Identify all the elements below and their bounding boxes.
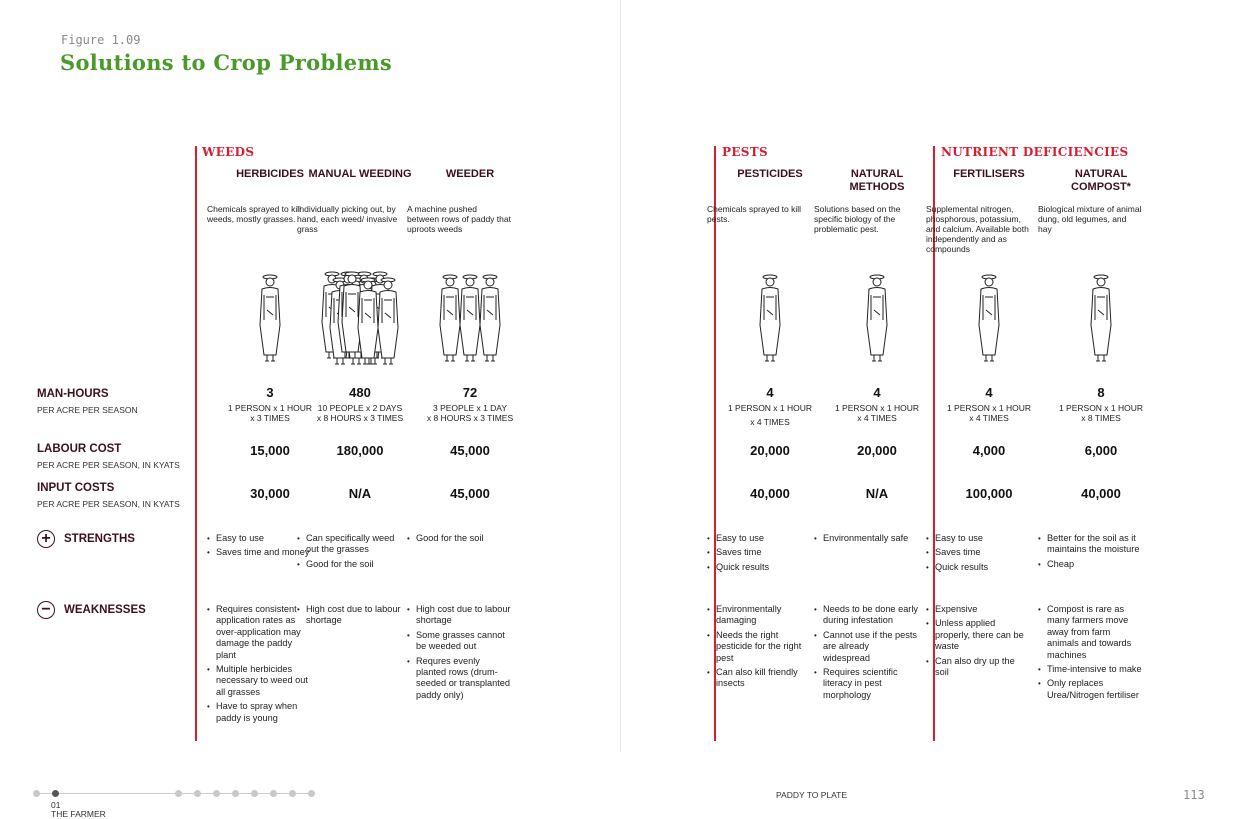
column-head: WEEDER bbox=[445, 168, 495, 180]
man-hours-detail-1: 1 PERSON x 1 HOUR bbox=[227, 403, 313, 413]
man-hours-value: 4 bbox=[766, 385, 774, 400]
row-sub-labour-cost: PER ACRE PER SEASON, IN KYATS bbox=[37, 460, 180, 470]
man-hours-detail-1: 1 PERSON x 1 HOUR bbox=[727, 403, 813, 413]
strength-item: • Easy to use bbox=[207, 533, 311, 544]
page-number: 113 bbox=[1183, 788, 1205, 802]
farmer-illustration bbox=[425, 265, 515, 365]
strength-item: • Easy to use bbox=[926, 533, 1030, 544]
input-cost-value: N/A bbox=[348, 486, 372, 501]
page-spine bbox=[620, 0, 621, 752]
man-hours-detail-1: 10 PEOPLE x 2 DAYS bbox=[317, 403, 403, 413]
column-description: Solutions based on the specific biology of the problematic pest. bbox=[814, 204, 901, 234]
row-label-labour-cost: LABOUR COST bbox=[37, 443, 122, 455]
column-head: NATURAL METHODS bbox=[849, 168, 905, 193]
labour-cost-value: 15,000 bbox=[250, 443, 290, 458]
weaknesses-list bbox=[814, 604, 918, 704]
strength-item: • Can specifically weed out the grasses bbox=[297, 533, 401, 556]
column-description: Supplemental nitrogen, phosphorous, potassium, and calcium. Available both independently and as compounds bbox=[926, 204, 1029, 254]
progress-dot bbox=[175, 790, 182, 797]
labour-cost-value: 45,000 bbox=[450, 443, 490, 458]
labour-cost-value: 20,000 bbox=[857, 443, 897, 458]
strength-item: • Saves time and money bbox=[207, 547, 311, 558]
weaknesse-item: • Time-intensive to make bbox=[1038, 664, 1142, 675]
weaknesse-item: • High cost due to labour shortage bbox=[407, 604, 511, 627]
weaknesses-list bbox=[926, 604, 1030, 681]
weaknesse-item: • Can also dry up the soil bbox=[926, 656, 1030, 679]
man-hours-value: 4 bbox=[985, 385, 993, 400]
man-hours-detail-2: x 4 TIMES bbox=[857, 413, 897, 423]
man-hours-detail-2: x 8 HOURS x 3 TIMES bbox=[426, 413, 514, 423]
farmer-illustration bbox=[225, 265, 315, 365]
weaknesse-item: • Environmentally damaging bbox=[707, 604, 811, 627]
man-hours-value: 4 bbox=[873, 385, 881, 400]
row-label-input-costs: INPUT COSTS bbox=[37, 482, 115, 494]
chapter-name: THE FARMER bbox=[51, 809, 106, 819]
progress-dot bbox=[308, 790, 315, 797]
labour-cost-value: 4,000 bbox=[972, 443, 1006, 458]
farmer-illustration bbox=[944, 265, 1034, 365]
weaknesse-item: • Only replaces Urea/Nitrogen fertiliser bbox=[1038, 678, 1142, 701]
weaknesse-item: • Needs to be done early during infestation bbox=[814, 604, 918, 627]
progress-dot bbox=[270, 790, 277, 797]
weaknesse-item: • Needs the right pesticide for the right pest bbox=[707, 630, 811, 664]
man-hours-detail-1: 1 PERSON x 1 HOUR bbox=[1058, 403, 1144, 413]
weaknesse-item: • Can also kill friendly insects bbox=[707, 667, 811, 690]
man-hours-detail-2: x 8 HOURS x 3 TIMES bbox=[316, 413, 404, 423]
column-description: A machine pushed between rows of paddy that uproots weeds bbox=[407, 204, 511, 234]
group-weeds: WEEDS bbox=[202, 145, 255, 159]
column-head: PESTICIDES bbox=[737, 168, 803, 180]
man-hours-detail-2: x 3 TIMES bbox=[250, 413, 290, 423]
input-cost-value: N/A bbox=[865, 486, 889, 501]
minus-circle-icon: − bbox=[37, 601, 55, 619]
input-cost-value: 30,000 bbox=[250, 486, 290, 501]
farmer-illustration bbox=[315, 265, 405, 365]
farmer-illustration bbox=[832, 265, 922, 365]
strength-item: • Quick results bbox=[926, 562, 1030, 573]
row-label-strengths: STRENGTHS bbox=[64, 533, 135, 545]
strength-item: • Environmentally safe bbox=[814, 533, 918, 544]
strengths-list bbox=[407, 533, 511, 547]
strength-item: • Quick results bbox=[707, 562, 811, 573]
weaknesses-list bbox=[1038, 604, 1142, 704]
man-hours-detail-1: 1 PERSON x 1 HOUR bbox=[834, 403, 920, 413]
labour-cost-value: 20,000 bbox=[750, 443, 790, 458]
progress-dot bbox=[232, 790, 239, 797]
column-head: FERTILISERS bbox=[953, 168, 1025, 180]
weaknesse-item: • Compost is rare as many farmers move away from farm animals and towards machines bbox=[1038, 604, 1142, 661]
column-description: Individually picking out, by hand, each weed/ invasive grass bbox=[297, 204, 398, 234]
strength-item: • Better for the soil as it maintains the moisture bbox=[1038, 533, 1142, 556]
man-hours-value: 480 bbox=[349, 385, 371, 400]
input-cost-value: 100,000 bbox=[965, 486, 1013, 501]
weaknesses-list bbox=[297, 604, 401, 630]
weeds-divider bbox=[195, 146, 197, 741]
weaknesse-item: • Some grasses cannot be weeded out bbox=[407, 630, 511, 653]
book-title: PADDY TO PLATE bbox=[776, 790, 848, 800]
progress-dot bbox=[213, 790, 220, 797]
strengths-list bbox=[707, 533, 811, 576]
column-head: MANUAL WEEDING bbox=[308, 168, 412, 180]
strength-item: • Easy to use bbox=[707, 533, 811, 544]
man-hours-detail-2: x 4 TIMES bbox=[750, 417, 790, 427]
strengths-list bbox=[814, 533, 918, 547]
strength-item: • Good for the soil bbox=[297, 559, 401, 570]
weaknesse-item: • Requires consistent application rates as over-application may damage the paddy plant bbox=[207, 604, 311, 661]
farmer-illustration bbox=[725, 265, 815, 365]
man-hours-detail-2: x 8 TIMES bbox=[1081, 413, 1121, 423]
labour-cost-value: 6,000 bbox=[1084, 443, 1118, 458]
progress-dot bbox=[289, 790, 296, 797]
weaknesses-list bbox=[407, 604, 511, 704]
weaknesse-item: • Multiple herbicides necessary to weed out all grasses bbox=[207, 664, 311, 698]
strengths-list bbox=[926, 533, 1030, 576]
weaknesse-item: • High cost due to labour shortage bbox=[297, 604, 401, 627]
weaknesse-item: • Unless applied properly, there can be waste bbox=[926, 618, 1030, 652]
weaknesse-item: • Requres evenly planted rows (drum-seeded or transplanted paddy only) bbox=[407, 656, 511, 702]
input-cost-value: 40,000 bbox=[750, 486, 790, 501]
weaknesse-item: • Cannot use if the pests are already widespread bbox=[814, 630, 918, 664]
farmer-illustration bbox=[1056, 265, 1146, 365]
row-label-weaknesses: WEAKNESSES bbox=[64, 604, 146, 616]
weaknesse-item: • Expensive bbox=[926, 604, 1030, 615]
weaknesse-item: • Requires scientific literacy in pest morphology bbox=[814, 667, 918, 701]
group-pests: PESTS bbox=[722, 145, 768, 159]
labour-cost-value: 180,000 bbox=[336, 443, 384, 458]
plus-circle-icon: + bbox=[37, 530, 55, 548]
row-sub-man-hours: PER ACRE PER SEASON bbox=[37, 405, 138, 415]
progress-dot bbox=[33, 790, 40, 797]
column-description: Chemicals sprayed to kill pests. bbox=[707, 204, 802, 224]
progress-dot bbox=[251, 790, 258, 797]
man-hours-detail-2: x 4 TIMES bbox=[969, 413, 1009, 423]
input-cost-value: 45,000 bbox=[450, 486, 490, 501]
man-hours-value: 72 bbox=[462, 385, 478, 400]
strength-item: • Good for the soil bbox=[407, 533, 511, 544]
group-nutrients: NUTRIENT DEFICIENCIES bbox=[941, 145, 1129, 159]
row-label-man-hours: MAN-HOURS bbox=[37, 388, 109, 400]
strength-item: • Cheap bbox=[1038, 559, 1142, 570]
column-head: HERBICIDES bbox=[236, 168, 304, 180]
weaknesse-item: • Have to spray when paddy is young bbox=[207, 701, 311, 724]
strength-item: • Saves time bbox=[707, 547, 811, 558]
column-description: Biological mixture of animal dung, old legumes, and hay bbox=[1038, 204, 1142, 234]
man-hours-value: 8 bbox=[1097, 385, 1105, 400]
strengths-list bbox=[207, 533, 311, 562]
man-hours-detail-1: 1 PERSON x 1 HOUR bbox=[946, 403, 1032, 413]
chapter-number: 01 bbox=[51, 800, 61, 810]
column-head: NATURAL COMPOST* bbox=[1071, 168, 1131, 193]
row-sub-input-costs: PER ACRE PER SEASON, IN KYATS bbox=[37, 499, 180, 509]
column-description: Chemicals sprayed to kill weeds, mostly grasses. bbox=[207, 204, 302, 224]
man-hours-value: 3 bbox=[266, 385, 274, 400]
weaknesses-list bbox=[707, 604, 811, 693]
strength-item: • Saves time bbox=[926, 547, 1030, 558]
progress-dot bbox=[52, 790, 59, 797]
progress-dot bbox=[194, 790, 201, 797]
man-hours-detail-1: 3 PEOPLE x 1 DAY bbox=[432, 403, 507, 413]
weaknesses-list bbox=[207, 604, 311, 727]
strengths-list bbox=[297, 533, 401, 573]
strengths-list bbox=[1038, 533, 1142, 573]
figure-label: Figure 1.09 bbox=[61, 33, 141, 47]
input-cost-value: 40,000 bbox=[1081, 486, 1121, 501]
page-title: Solutions to Crop Problems bbox=[60, 50, 393, 75]
